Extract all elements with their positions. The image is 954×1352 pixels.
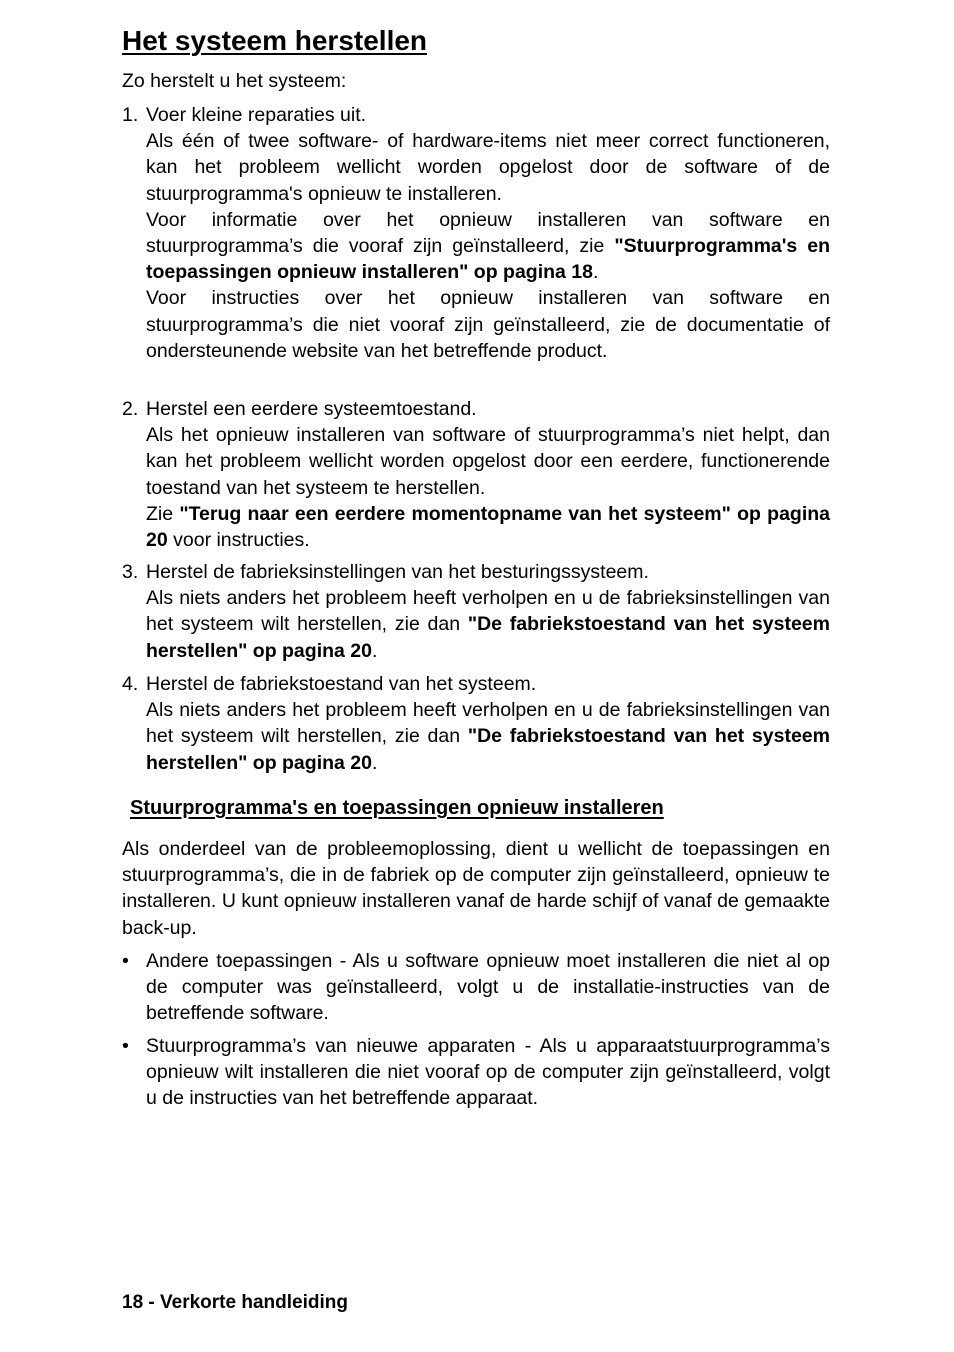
step-3-heading xyxy=(122,559,830,585)
step-1-title: Voer kleine reparaties uit. xyxy=(146,104,367,126)
step-1-heading xyxy=(122,102,830,128)
step-1-cross-reference: "Stuurprogramma's en toepassingen opnieuw installeren" op pagina 18 xyxy=(146,235,831,284)
step-1-number: 1. xyxy=(122,104,139,126)
bullet-mark: • xyxy=(122,950,129,972)
step-3-para-1-text: Als niets anders het probleem heeft verholpen en u de fabrieksinstellingen van het systeem wilt herstellen, zie dan xyxy=(146,587,830,636)
step-1-para-2-end: . xyxy=(593,261,599,284)
step-2-number: 2. xyxy=(122,398,139,420)
step-4-heading xyxy=(122,671,830,697)
bullet-text: Andere toepassingen - Als u software opnieuw moet installeren die niet al op de computer was geïnstalleerd, volgt u de installatie-instructies van de betreffende software. xyxy=(146,950,830,1025)
step-2 xyxy=(122,396,830,553)
step-3 xyxy=(122,559,830,664)
section-paragraph: Als onderdeel van de probleemoplossing, dient u wellicht de toepassingen en stuurprogramma’s, die in de fabriek op de computer zijn geïnstalleerd, opnieuw te installeren. U kunt opnieuw installeren vanaf de harde schijf of vanaf de gemaakte back-up. xyxy=(122,838,830,939)
step-3-para-1 xyxy=(122,585,830,664)
intro-text: Zo herstelt u het systeem: xyxy=(122,70,347,92)
step-4-cross-reference: "De fabriekstoestand van het systeem herstellen" op pagina 20 xyxy=(146,725,830,774)
page-title: Het systeem herstellen xyxy=(122,25,428,56)
bullet-text: Stuurprogramma’s van nieuwe apparaten - Als u apparaatstuurprogramma’s opnieuw wilt installeren die niet vooraf op de computer zijn geïnstalleerd, volgt u de instructies van het betreffende apparaat. xyxy=(146,1035,830,1110)
step-2-cross-reference: "Terug naar een eerdere momentopname van het systeem" op pagina 20 xyxy=(146,502,831,552)
step-4 xyxy=(122,671,830,776)
bullet-item-2 xyxy=(122,1033,830,1112)
section-title: Stuurprogramma's en toepassingen opnieuw installeren xyxy=(130,797,664,819)
step-1-para-1: Als één of twee software- of hardware-items niet meer correct functioneren, kan het probleem wellicht worden opgelost door de software of de stuurprogramma's opnieuw te installeren. xyxy=(146,130,830,205)
bullet-item-1 xyxy=(122,948,830,1027)
page-footer: 18 - Verkorte handleiding xyxy=(122,1292,348,1313)
step-4-para-1 xyxy=(122,697,830,776)
step-3-para-1-end: . xyxy=(371,639,378,662)
step-3-number: 3. xyxy=(122,561,139,583)
step-3-title: Herstel de fabrieksinstellingen van het besturingssysteem. xyxy=(146,561,649,583)
step-2-title: Herstel een eerdere systeemtoestand. xyxy=(146,398,477,420)
step-2-para-2-end: voor instructies. xyxy=(173,529,310,552)
step-4-para-1-end: . xyxy=(371,751,378,774)
step-1-para-2-text: Voor informatie over het opnieuw installeren van software en stuurprogramma’s die vooraf zijn geïnstalleerd, zie xyxy=(146,208,830,258)
step-4-number: 4. xyxy=(122,673,139,695)
step-1 xyxy=(122,102,830,364)
step-3-cross-reference: "De fabriekstoestand van het systeem herstellen" op pagina 20 xyxy=(146,613,830,662)
step-4-para-1-text: Als niets anders het probleem heeft verholpen en u de fabrieksinstellingen van het systeem wilt herstellen, zie dan xyxy=(146,699,830,748)
step-2-para-1: Als het opnieuw installeren van software of stuurprogramma’s niet helpt, dan kan het probleem wellicht worden opgelost door een eerdere, functionerende toestand van het systeem te herstellen. xyxy=(146,424,830,499)
step-2-para-2-text: Zie xyxy=(146,502,174,525)
step-1-para-2 xyxy=(122,207,830,286)
step-2-para-2 xyxy=(122,501,830,553)
step-2-heading xyxy=(122,396,830,422)
step-1-para-3: Voor instructies over het opnieuw installeren van software en stuurprogramma’s die niet vooraf zijn geïnstalleerd, zie de documentatie of ondersteunende website van het betreffende product. xyxy=(146,287,830,362)
bullet-mark: • xyxy=(122,1035,129,1057)
step-4-title: Herstel de fabriekstoestand van het systeem. xyxy=(146,673,537,695)
